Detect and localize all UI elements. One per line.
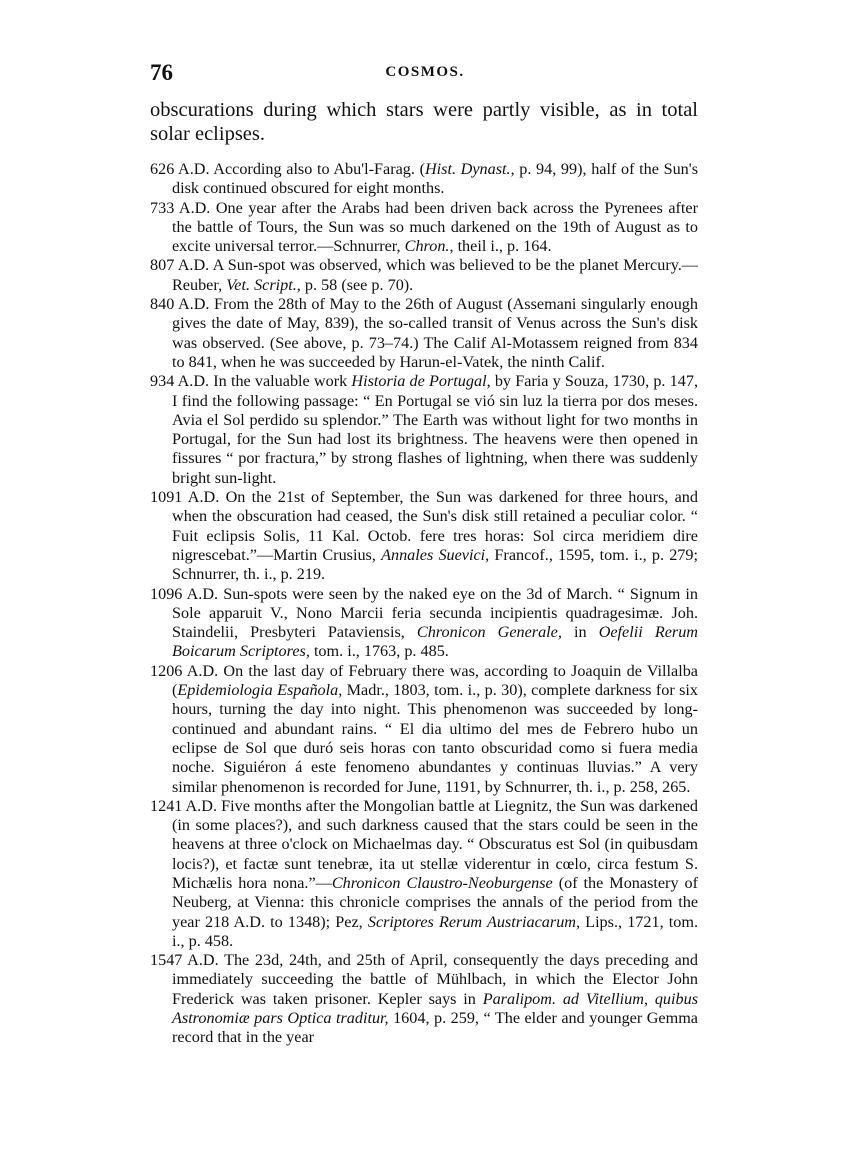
entry-date: 1091 A.D.: [150, 488, 220, 507]
italic-title: Chron.: [404, 237, 450, 256]
chronology-entry: [150, 662, 698, 797]
entry-text: On the 21st of September, the Sun was darkened for three hours, and when the obscuration had ceased, the Sun's disk still retained a peculiar color. “ Fuit eclipsis Solis, 11 Kal. Octob. fere tres horas: Sol circa meridiem dire nigrescebat.”—Martin Crusius,: [172, 488, 698, 564]
chronology-entry: [150, 256, 698, 295]
italic-title: Scriptores Rerum Austriacarum,: [367, 912, 581, 931]
italic-title: Chronicon Claustro-Neoburgense: [331, 873, 553, 892]
entry-text: The 23d, 24th, and 25th of April, consequently the days preceding and immediately succeeding the battle of Mühlbach, in which the Elector John Frederick was taken prisoner. Kepler says in: [172, 951, 698, 1008]
entry-text: From the 28th of May to the 26th of August (Assemani singularly enough gives the date of May, 839), the so-called transit of Venus across the Sun's disk was observed. (See above, p. 73–74.) The Calif Al-Motassem reigned from 834 to 841, when he was succeeded by Harun-el-Vatek, the ninth Calif.: [172, 295, 698, 371]
italic-title: Vet. Script.: [226, 275, 297, 294]
chronology-entry: [150, 488, 698, 584]
entry-date: 1547 A.D.: [150, 951, 219, 970]
entry-date: 934 A.D.: [150, 372, 210, 391]
entry-text: in: [561, 623, 599, 642]
chronology-entry: [150, 797, 698, 951]
italic-title: Annales Suevici,: [381, 545, 490, 564]
chronology-entry: [150, 295, 698, 372]
entry-text: Five months after the Mongolian battle at Liegnitz, the Sun was darkened (in some places?), and such darkness caused that the stars could be seen in the heavens at three o'clock on Michaelmas day. “ Obscuratus est Sol (in quibusdam locis?), et factæ sunt tenebræ, ita ut stellæ viderentur in cœlo, circa festum S. Michælis hora nona.”—: [172, 796, 699, 892]
page-number: 76: [150, 60, 173, 85]
entry-text: On the last day of February there was, according to Joaquin de Villalba (: [172, 661, 698, 700]
chronology-entry: [150, 199, 698, 257]
chronology-entries: [150, 160, 698, 1048]
entry-text: One year after the Arabs had been driven back across the Pyrenees after the battle of Tours, the Sun was so much darkened on the 19th of August as to excite universal terror.—Schnurrer,: [172, 198, 698, 256]
entry-date: 840 A.D.: [150, 295, 210, 314]
italic-title: Chronicon Generale,: [416, 623, 562, 642]
entry-date: 1096 A.D.: [150, 584, 219, 603]
chronology-entry: [150, 951, 698, 1047]
italic-title: Epidemiologia Española,: [177, 681, 343, 700]
entry-text: , theil i., p. 164.: [449, 237, 552, 256]
entry-text: Madr., 1803, tom. i., p. 30), complete darkness for six hours, turning the day into night. This phenomenon was succeeded by long-continued and abundant rains. “ El dia ultimo del mes de Febrero hubo un eclipse de Sol que duró seis horas con tanto obscuridad como si fuera media noche. Siguiéron á este fenomeno abundantes y continuas lluvias.” A very similar phenomenon is recorded for June, 1191, by Schnurrer, th. i., p. 258, 265.: [172, 681, 698, 796]
page-header: [150, 60, 700, 84]
entry-text: , p. 94, 99), half of the Sun's disk continued obscured for eight months.: [172, 160, 698, 198]
italic-title: Paralipom. ad Vitellium, quibus Astronomiæ pars Optica traditur,: [172, 989, 699, 1028]
entry-text: A Sun-spot was observed, which was believed to be the planet Mercury.—Reuber,: [172, 256, 698, 294]
entry-date: 807 A.D.: [150, 256, 210, 275]
entry-text: 1604, p. 259, “ The elder and younger Gemma record that in the year: [172, 1009, 698, 1047]
chronology-entry: [150, 585, 698, 662]
entry-text: Francof., 1595, tom. i., p. 279; Schnurrer, th. i., p. 219.: [172, 545, 698, 584]
italic-title: Hist. Dynast.: [424, 160, 511, 178]
italic-title: Oefelii Rerum Boicarum Scriptores,: [172, 623, 698, 661]
entry-text: tom. i., 1763, p. 485.: [309, 642, 449, 661]
entry-text: In the valuable work: [213, 372, 352, 391]
entry-text: (of the Monastery of Neuberg, at Vienna: this chronicle comprises the annals of the period from the year 218 A.D. to 1348); Pez,: [172, 873, 698, 931]
entry-text: Sun-spots were seen by the naked eye on the 3d of March. “ Signum in Sole apparuit V., Nono Marcii feria secunda incipientis quadragesimæ. Joh. Staindelii, Presbyteri Pataviensis,: [172, 584, 699, 642]
entry-text: Lips., 1721, tom. i., p. 458.: [172, 912, 698, 950]
entry-date: 626 A.D.: [150, 160, 210, 178]
entry-text: According also to Abu'l-Farag. (: [213, 160, 425, 178]
chronology-entry: [150, 372, 698, 488]
italic-title: Historia de Portugal,: [351, 372, 491, 391]
chronology-entry: [150, 160, 698, 199]
entry-date: 1241 A.D.: [150, 796, 218, 815]
entry-text: , p. 58 (see p. 70).: [296, 275, 414, 294]
entry-text: by Faria y Souza, 1730, p. 147, I find the following passage: “ En Portugal se vió sin luz la tierra por dos meses. Avia el Sol perdido su splendor.” The Earth was without light for two months in Portugal, for the Sun had lost its brightness. The heavens were then opened in fissures “ por fractura,” by strong flashes of lightning, when there was suddenly bright sun-light.: [172, 372, 698, 487]
entry-date: 1206 A.D.: [150, 661, 219, 680]
entry-date: 733 A.D.: [150, 198, 211, 217]
intro-paragraph: obscurations during which stars were partly visible, as in total solar eclipses.: [150, 99, 698, 145]
running-title: COSMOS.: [385, 64, 465, 80]
